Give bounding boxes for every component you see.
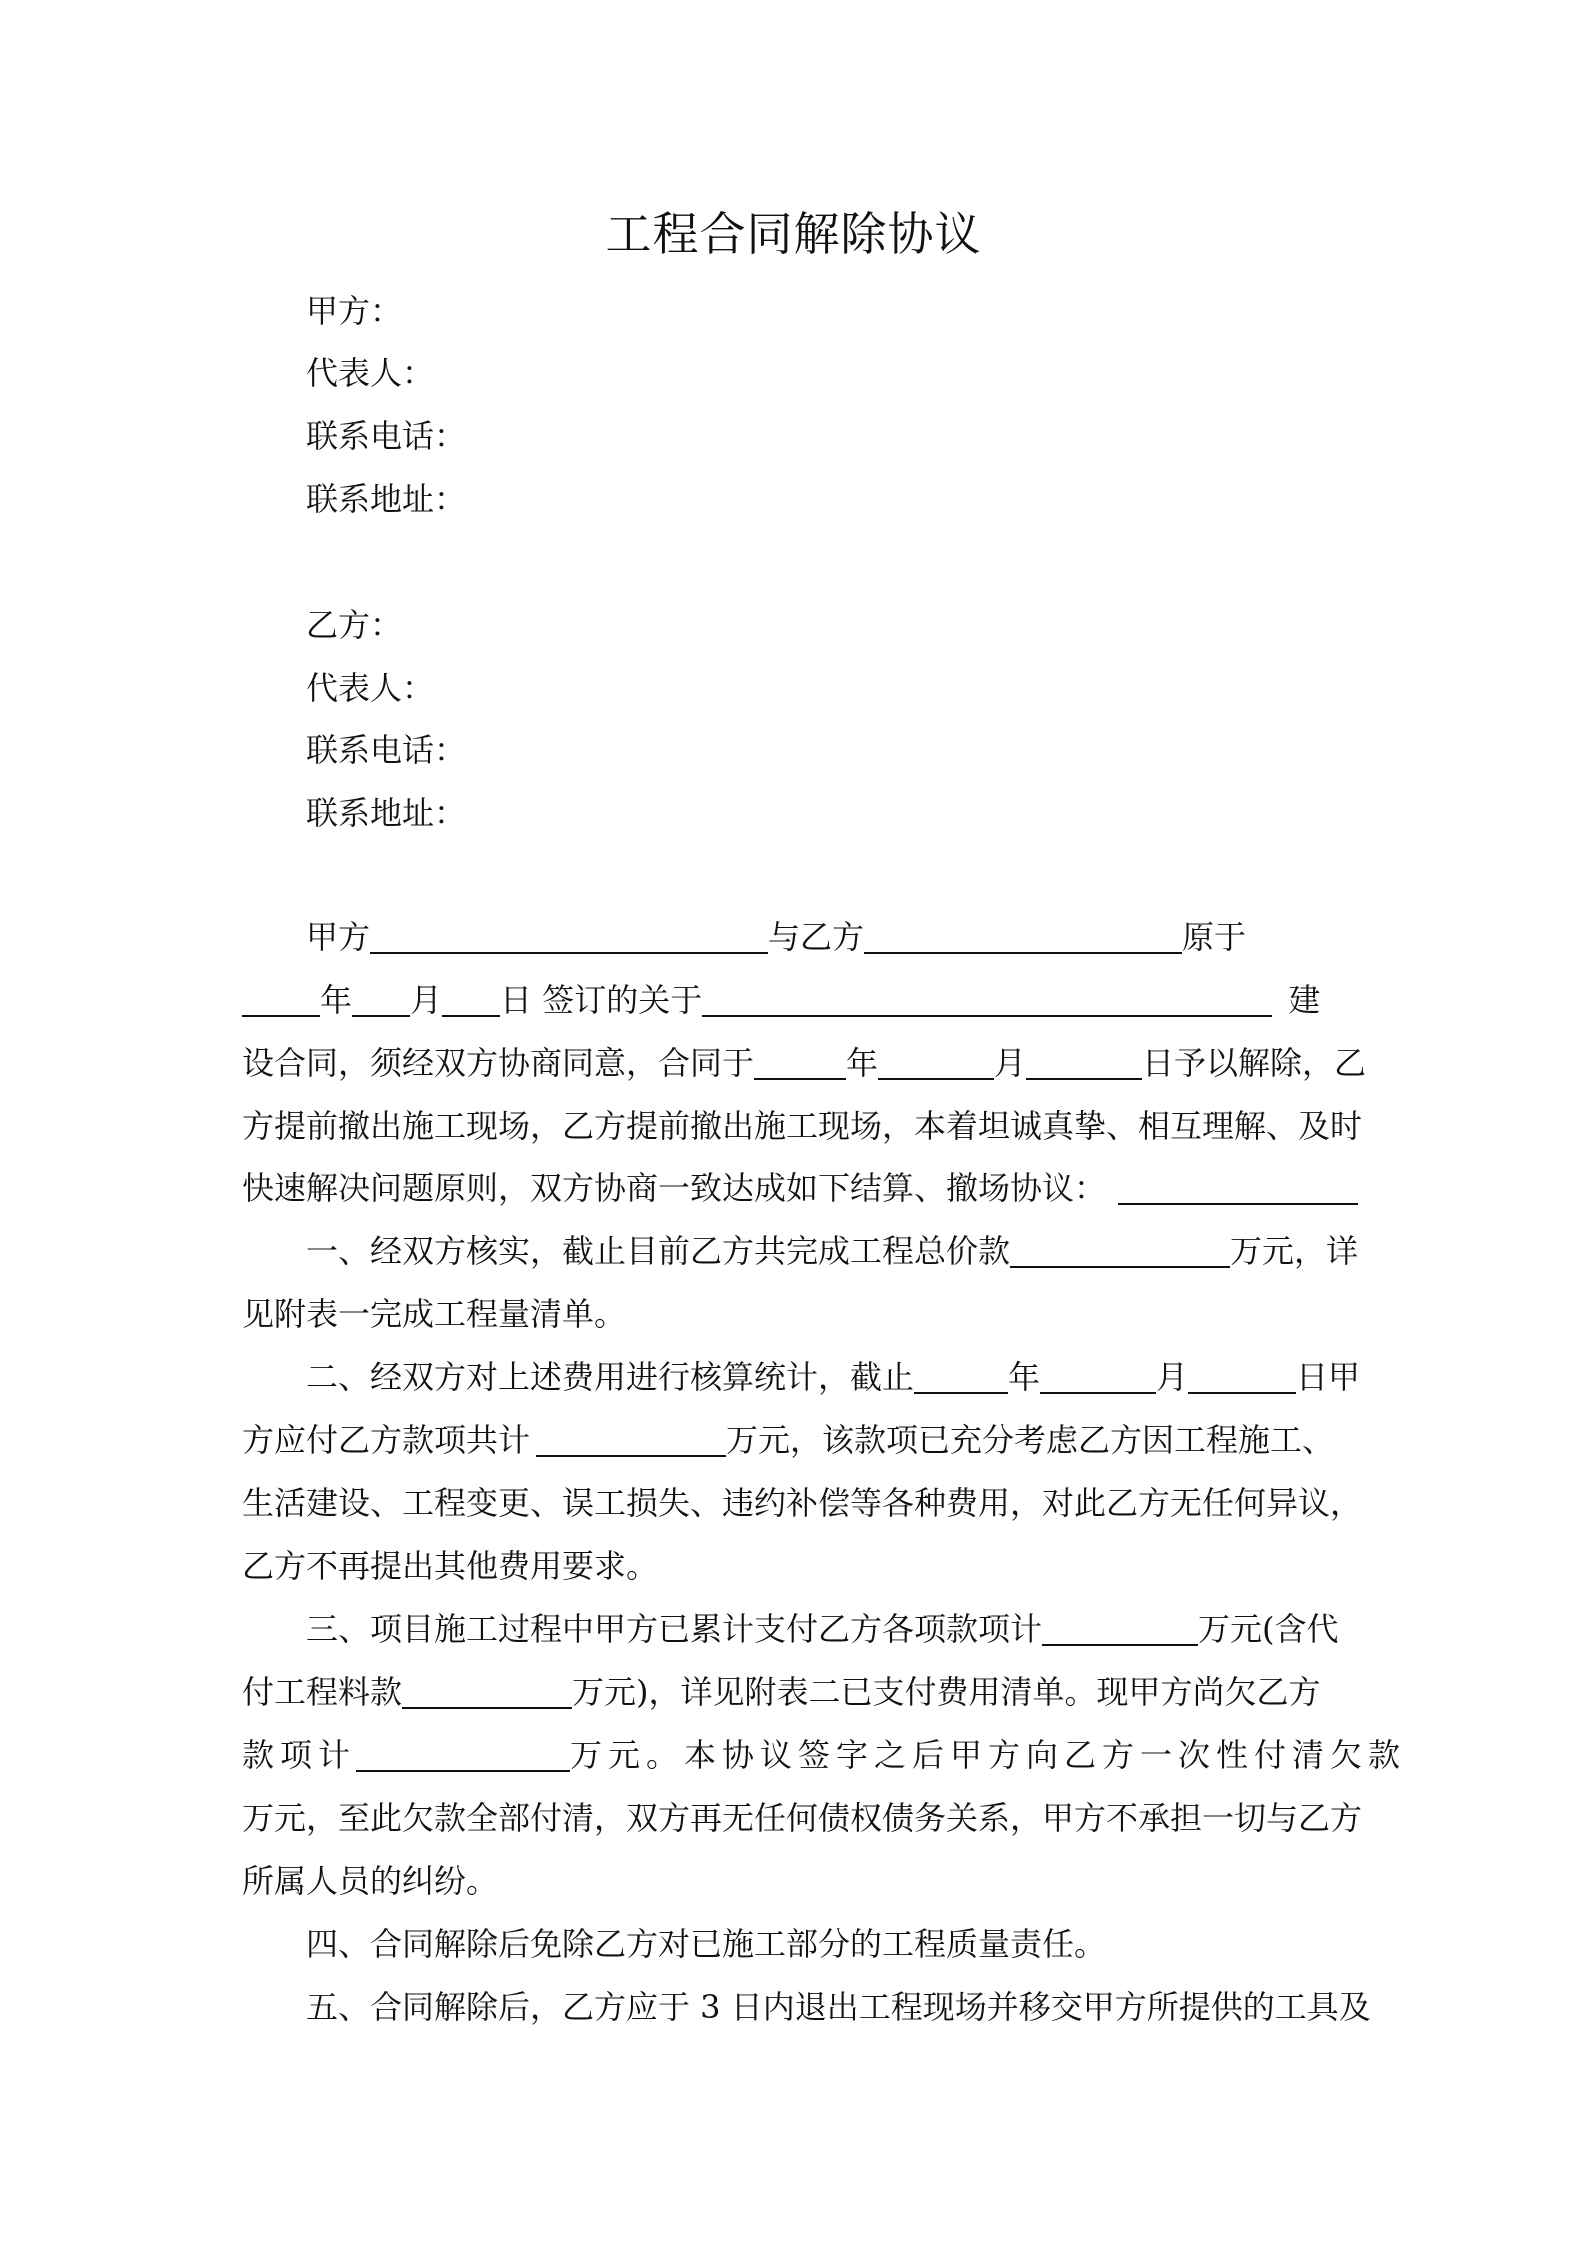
para1-line1 bbox=[306, 915, 1348, 959]
text-segment: 原于 bbox=[1182, 918, 1247, 956]
blank-line bbox=[864, 918, 1182, 954]
blank-line bbox=[914, 1358, 1008, 1394]
text-segment: 日甲 bbox=[1296, 1358, 1361, 1396]
party-b-name-label: 乙方： bbox=[306, 606, 403, 644]
text-segment: 万元，该款项已充分考虑乙方因工程施工、 bbox=[726, 1421, 1335, 1459]
clause3-line3 bbox=[242, 1733, 1407, 1777]
clause2-line4: 乙方不再提出其他费用要求。 bbox=[242, 1547, 659, 1585]
text-segment: 与乙方 bbox=[768, 918, 865, 956]
party-a-name-label: 甲方： bbox=[306, 292, 403, 330]
blank-line bbox=[1118, 1169, 1358, 1205]
text-segment: 万元)，详见附表二已支付费用清单。现甲方尚欠乙方 bbox=[572, 1673, 1321, 1711]
blank-line bbox=[1042, 1610, 1198, 1646]
party-b-phone-label: 联系电话： bbox=[306, 731, 467, 769]
party-b-address-label: 联系地址： bbox=[306, 794, 467, 832]
para1-line4: 方提前撤出施工现场，乙方提前撤出施工现场，本着坦诚真挚、相互理解、及时 bbox=[242, 1107, 1363, 1145]
clause1-line2: 见附表一完成工程量清单。 bbox=[242, 1295, 627, 1333]
text-segment: 月 bbox=[1156, 1358, 1189, 1396]
blank-line bbox=[356, 1736, 570, 1772]
clause3-line4: 万元，至此欠款全部付清，双方再无任何债权债务关系，甲方不承担一切与乙方 bbox=[242, 1799, 1363, 1837]
clause5-line1: 五、合同解除后，乙方应于 3 日内退出工程现场并移交甲方所提供的工具及 bbox=[306, 1988, 1371, 2026]
party-a-phone-label: 联系电话： bbox=[306, 417, 467, 455]
text-segment: 万元(含代 bbox=[1198, 1610, 1339, 1648]
text-segment: 设合同，须经双方协商同意，合同于 bbox=[242, 1044, 755, 1082]
text-segment: 年 bbox=[846, 1044, 879, 1082]
text-segment: 万元。本协议签字之后甲方向乙方一次性付清欠款 bbox=[570, 1736, 1407, 1774]
para1-line3 bbox=[242, 1041, 1367, 1085]
text-segment: 快速解决问题原则，双方协商一致达成如下结算、撤场协议： bbox=[242, 1169, 1107, 1207]
text-segment: 款项计 bbox=[242, 1736, 357, 1774]
text-segment: 付工程料款 bbox=[242, 1673, 403, 1711]
blank-line bbox=[242, 981, 320, 1017]
text-segment: 年 bbox=[1008, 1358, 1041, 1396]
text-segment: 月 bbox=[994, 1044, 1027, 1082]
clause1-line1 bbox=[306, 1229, 1359, 1273]
text-segment: 日 签订的关于 bbox=[500, 981, 703, 1019]
blank-line bbox=[370, 918, 768, 954]
blank-line bbox=[536, 1421, 726, 1457]
document-title: 工程合同解除协议 bbox=[605, 207, 982, 261]
blank-line bbox=[1026, 1044, 1142, 1080]
blank-line bbox=[754, 1044, 846, 1080]
clause2-line3: 生活建设、工程变更、误工损失、违约补偿等各种费用，对此乙方无任何异议， bbox=[242, 1484, 1363, 1522]
blank-line bbox=[1040, 1358, 1156, 1394]
text-segment: 一、经双方核实，截止目前乙方共完成工程总价款 bbox=[306, 1232, 1011, 1270]
blank-line bbox=[702, 981, 1272, 1017]
text-segment: 年 bbox=[320, 981, 353, 1019]
text-segment: 建 bbox=[1288, 981, 1321, 1019]
party-a-rep-label: 代表人： bbox=[306, 354, 435, 392]
clause2-line2 bbox=[242, 1418, 1348, 1462]
text-segment: 二、经双方对上述费用进行核算统计，截止 bbox=[306, 1358, 915, 1396]
blank-line bbox=[1010, 1232, 1230, 1268]
text-segment: 月 bbox=[410, 981, 443, 1019]
text-segment: 日予以解除，乙 bbox=[1142, 1044, 1367, 1082]
blank-line bbox=[1188, 1358, 1296, 1394]
para1-line5 bbox=[242, 1166, 1348, 1210]
blank-line bbox=[402, 1673, 572, 1709]
text-segment: 三、项目施工过程中甲方已累计支付乙方各项款项计 bbox=[306, 1610, 1043, 1648]
blank-line bbox=[442, 981, 500, 1017]
clause3-line5: 所属人员的纠纷。 bbox=[242, 1862, 499, 1900]
blank-line bbox=[878, 1044, 994, 1080]
para1-line2 bbox=[242, 978, 1348, 1022]
text-segment: 甲方 bbox=[306, 918, 371, 956]
blank-line bbox=[352, 981, 410, 1017]
party-a-address-label: 联系地址： bbox=[306, 480, 467, 518]
text-segment: 万元，详 bbox=[1230, 1232, 1359, 1270]
clause2-line1 bbox=[306, 1355, 1361, 1399]
clause3-line2 bbox=[242, 1670, 1348, 1714]
clause3-line1 bbox=[306, 1607, 1348, 1651]
party-b-rep-label: 代表人： bbox=[306, 669, 435, 707]
text-segment: 方应付乙方款项共计 bbox=[242, 1421, 531, 1459]
clause4-line1: 四、合同解除后免除乙方对已施工部分的工程质量责任。 bbox=[306, 1925, 1107, 1963]
